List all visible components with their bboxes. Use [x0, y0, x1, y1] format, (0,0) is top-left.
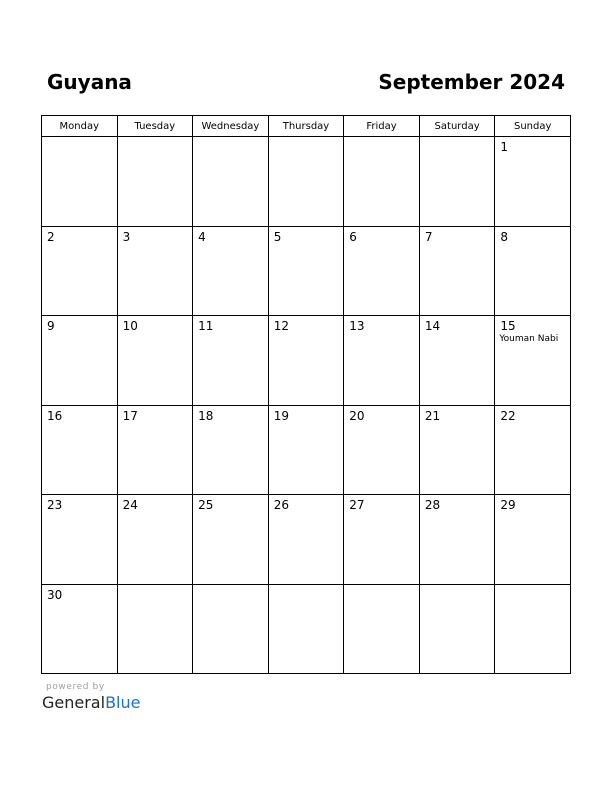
day-cell: [495, 137, 571, 227]
weekday-header: Thursday: [268, 116, 344, 137]
day-number: 27: [349, 498, 365, 512]
day-cell: [117, 405, 193, 495]
day-number: 19: [273, 408, 289, 423]
month-title: September 2024: [378, 70, 565, 94]
day-cell: [419, 226, 495, 316]
day-cell: [495, 495, 571, 585]
day-cell: [193, 495, 269, 585]
weekday-header: Sunday: [495, 116, 571, 137]
day-cell: [268, 316, 344, 406]
week-row: [42, 137, 571, 227]
day-number: 15: [500, 319, 516, 333]
day-number: 11: [198, 319, 214, 333]
day-number: 23: [47, 498, 63, 512]
day-cell: [193, 584, 269, 674]
weekday-header: Wednesday: [193, 116, 269, 137]
day-cell: [419, 137, 495, 227]
day-number: 14: [424, 319, 441, 333]
day-cell: [268, 495, 344, 585]
day-number: 10: [122, 319, 138, 333]
day-number: 20: [349, 408, 365, 423]
day-cell: [193, 226, 269, 316]
week-row: [42, 495, 571, 585]
day-number: 29: [500, 498, 516, 512]
generalblue-logo-link[interactable]: [42, 693, 140, 712]
day-cell: [117, 137, 193, 227]
day-cell: [344, 405, 420, 495]
day-cell: [193, 316, 269, 406]
calendar-grid: [41, 115, 571, 674]
day-cell: [268, 226, 344, 316]
weekday-header-row: [42, 116, 571, 137]
day-cell: [42, 495, 118, 585]
day-cell: [419, 405, 495, 495]
day-number: 1: [500, 140, 509, 154]
holiday-label: Youman Nabi: [499, 334, 559, 344]
brand-blue: Blue: [105, 693, 141, 712]
country-title: Guyana: [47, 70, 132, 94]
day-cell: [117, 584, 193, 674]
day-cell: [495, 316, 571, 406]
day-cell: [117, 226, 193, 316]
day-number: 12: [273, 319, 289, 333]
day-cell: [344, 495, 420, 585]
week-row: [42, 584, 571, 674]
day-cell: [495, 226, 571, 316]
day-cell: [495, 584, 571, 674]
day-cell: [419, 584, 495, 674]
day-cell: [268, 137, 344, 227]
day-cell: [193, 405, 269, 495]
day-cell: [495, 405, 571, 495]
weekday-header: Monday: [42, 116, 118, 137]
day-cell: [344, 584, 420, 674]
day-cell: [344, 226, 420, 316]
day-number: 16: [47, 408, 63, 423]
day-number: 25: [198, 498, 214, 512]
day-number: 4: [198, 229, 206, 244]
week-row: [42, 226, 571, 316]
day-number: 28: [424, 498, 441, 512]
day-number: 21: [424, 408, 441, 423]
day-number: 5: [273, 229, 282, 244]
day-cell: [42, 226, 118, 316]
day-cell: [268, 584, 344, 674]
day-cell: [42, 584, 118, 674]
day-number: 2: [47, 229, 55, 244]
day-cell: [117, 316, 193, 406]
week-row: [42, 405, 571, 495]
day-number: 30: [47, 587, 63, 602]
day-cell: [117, 495, 193, 585]
day-number: 13: [349, 319, 365, 333]
weekday-header: Friday: [344, 116, 420, 137]
day-number: 6: [349, 229, 357, 244]
day-cell: [42, 405, 118, 495]
day-cell: [268, 405, 344, 495]
day-number: 18: [198, 408, 214, 423]
powered-by-text: powered by: [46, 682, 105, 692]
day-number: 9: [47, 319, 55, 333]
week-row: [42, 316, 571, 406]
day-cell: [42, 137, 118, 227]
brand-general: General: [42, 693, 106, 712]
day-number: 17: [122, 408, 138, 423]
day-number: 22: [500, 408, 516, 423]
day-cell: [344, 316, 420, 406]
day-number: 24: [122, 498, 138, 512]
day-cell: [344, 137, 420, 227]
day-number: 8: [500, 229, 509, 244]
day-number: 3: [122, 229, 131, 244]
day-cell: [193, 137, 269, 227]
day-cell: [42, 316, 118, 406]
day-number: 26: [273, 498, 289, 512]
day-cell: [419, 495, 495, 585]
weekday-header: Tuesday: [117, 116, 193, 137]
weekday-header: Saturday: [419, 116, 495, 137]
day-cell: [419, 316, 495, 406]
day-number: 7: [424, 229, 433, 244]
